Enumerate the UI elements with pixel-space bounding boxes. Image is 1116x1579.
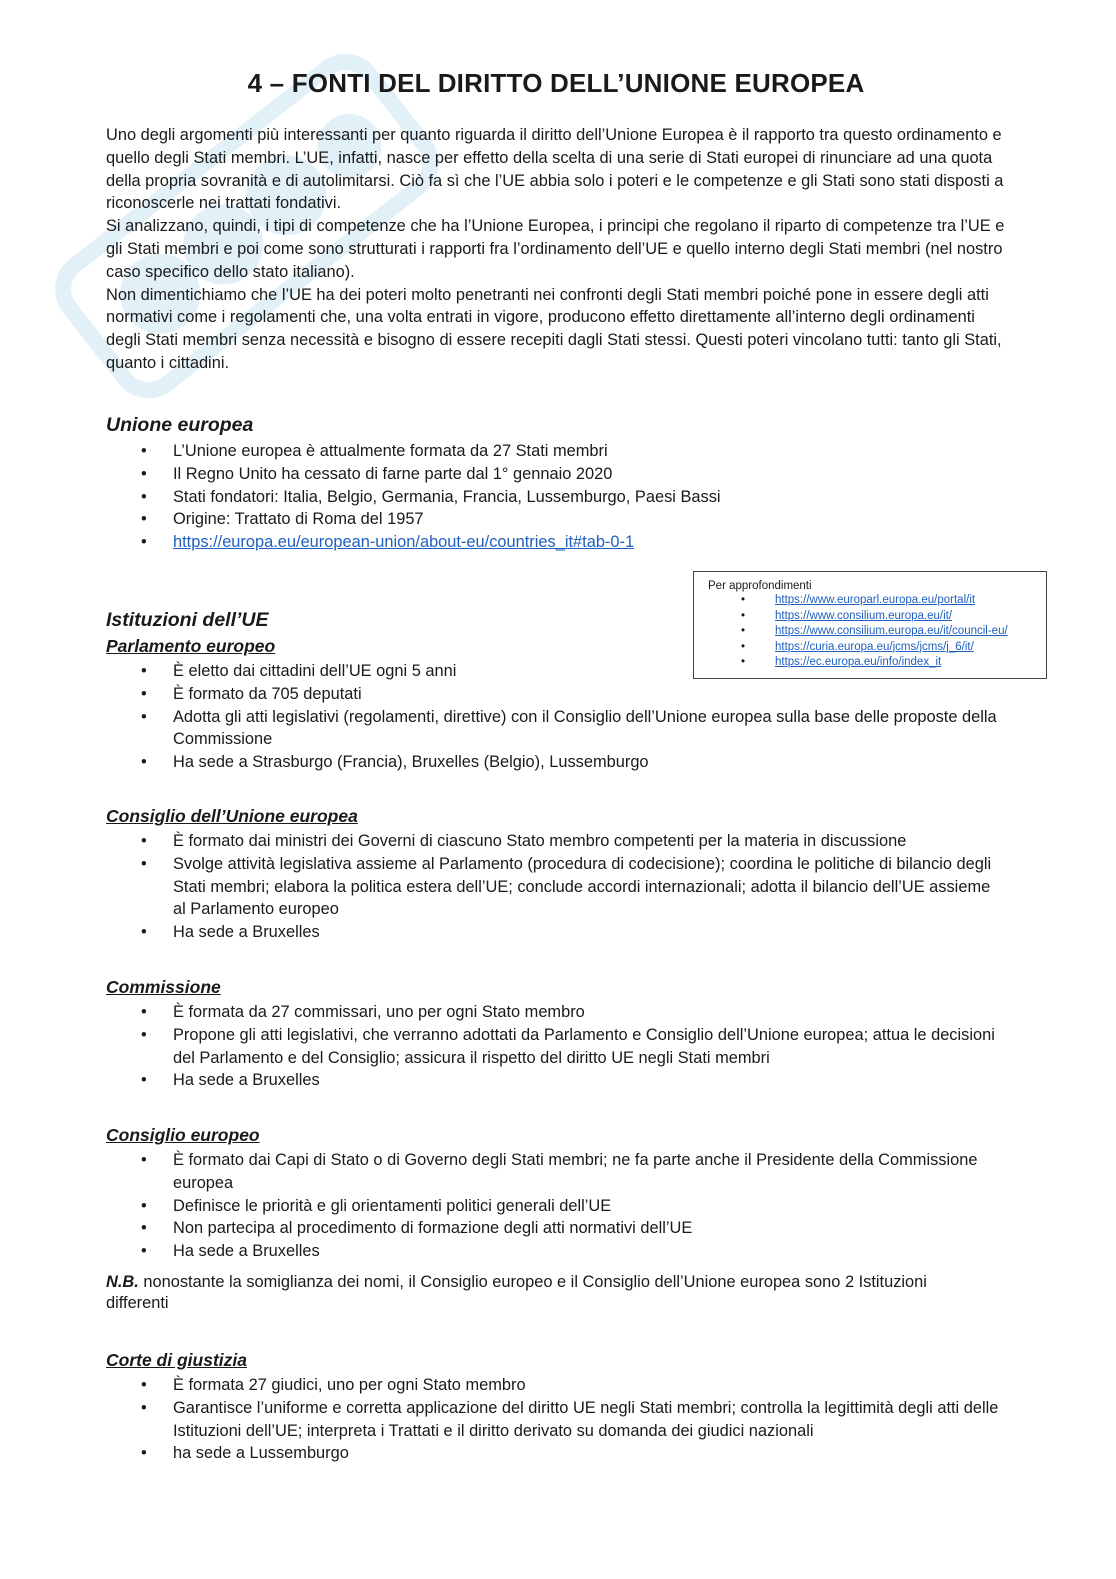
section-heading-istituzioni: Istituzioni dell’UE: [106, 609, 269, 631]
nota-bene-label: N.B.: [106, 1273, 139, 1291]
list-item: [708, 655, 1036, 671]
intro-text: [106, 124, 1006, 375]
list-item: • È formata 27 giudici, uno per ogni Stato membro: [106, 1374, 1006, 1397]
list-item: [106, 531, 1006, 554]
commission-link[interactable]: https://ec.europa.eu/info/index_it: [775, 656, 942, 669]
nota-bene-text: nonostante la somiglianza dei nomi, il Consiglio europeo e il Consiglio dell’Unione europea sono 2 Istituzioni differenti: [106, 1273, 927, 1312]
list-item: [708, 640, 1036, 656]
list-item: [708, 593, 1036, 609]
page-title: 4 – FONTI DEL DIRITTO DELL’UNIONE EUROPEA: [247, 68, 865, 98]
further-reading-box: [693, 571, 1047, 679]
section-heading-unione: Unione europea: [106, 414, 254, 436]
list-item: • Il Regno Unito ha cessato di farne parte dal 1° gennaio 2020: [106, 463, 1006, 486]
corte-list: [106, 1374, 1006, 1465]
consilium-link[interactable]: https://www.consilium.europa.eu/it/: [775, 609, 953, 622]
subheading-consiglio-ue: Consiglio dell’Unione europea: [106, 806, 358, 826]
list-item: • Ha sede a Bruxelles: [106, 1240, 1006, 1263]
list-item: • Stati fondatori: Italia, Belgio, Germania, Francia, Lussemburgo, Paesi Bassi: [106, 486, 1006, 509]
list-item: • È formato dai Capi di Stato o di Governo degli Stati membri; ne fa parte anche il Presidente della Commissione europea: [106, 1149, 1006, 1195]
list-item: • Definisce le priorità e gli orientamenti politici generali dell’UE: [106, 1195, 1006, 1218]
subheading-corte: Corte di giustizia: [106, 1350, 247, 1370]
intro-paragraph: Si analizzano, quindi, i tipi di competenze che ha l’Unione Europea, i principi che regolano il riparto di competenze tra l’UE e gli Stati membri e poi come sono strutturati i rapporti fra l’ordinamento dell’UE e quello interno degli Stati membri (nel nostro caso specifico dello stato italiano).: [106, 217, 1005, 281]
list-item: • Origine: Trattato di Roma del 1957: [106, 508, 1006, 531]
council-eu-link[interactable]: https://www.consilium.europa.eu/it/council-eu/: [775, 625, 1008, 638]
intro-paragraph: Non dimentichiamo che l’UE ha dei poteri molto penetranti nei confronti degli Stati membri poiché pone in essere degli atti normativi come i regolamenti che, una volta entrati in vigore, producono effetto direttamente all’interno degli ordinamenti degli Stati membri senza necessità e bisogno di essere recepiti dagli Stati stessi. Questi poteri vincolano tutti: tanto gli Stati, quanto i cittadini.: [106, 285, 1002, 372]
list-item: • Ha sede a Bruxelles: [106, 921, 1006, 944]
commissione-list: [106, 1001, 1006, 1092]
list-item: [708, 624, 1036, 640]
list-item: • Adotta gli atti legislativi (regolamenti, direttive) con il Consiglio dell’Unione europea sulla base delle proposte della Commissione: [106, 706, 1006, 752]
list-item: [708, 609, 1036, 625]
list-item: • È formato dai ministri dei Governi di ciascuno Stato membro competenti per la materia in discussione: [106, 830, 1006, 853]
europarl-link[interactable]: https://www.europarl.europa.eu/portal/it: [775, 594, 976, 606]
list-item: • L’Unione europea è attualmente formata da 27 Stati membri: [106, 440, 1006, 463]
list-item: • Ha sede a Strasburgo (Francia), Bruxelles (Belgio), Lussemburgo: [106, 751, 1006, 774]
list-item: • Svolge attività legislativa assieme al Parlamento (procedura di codecisione); coordina le politiche di bilancio degli Stati membri; elabora la politica estera dell’UE; conclude accordi internazionali; adotta il bilancio dell’UE assieme al Parlamento europeo: [106, 853, 1006, 921]
unione-list: [106, 440, 1006, 554]
subheading-parlamento: Parlamento europeo: [106, 636, 276, 656]
list-item: • È formata da 27 commissari, uno per ogni Stato membro: [106, 1001, 1006, 1024]
curia-link[interactable]: https://curia.europa.eu/jcms/jcms/j_6/it/: [775, 640, 974, 653]
nota-bene: [106, 1272, 986, 1314]
list-item: • Propone gli atti legislativi, che verranno adottati da Parlamento e Consiglio dell’Unione europea; attua le decisioni del Parlamento e del Consiglio; assicura il rispetto del diritto UE negli Stati membri: [106, 1024, 1006, 1070]
list-item: • Garantisce l’uniforme e corretta applicazione del diritto UE negli Stati membri; controlla la legittimità degli atti delle Istituzioni dell’UE; interpreta i Trattati e il diritto derivato su domanda dei giudici nazionali: [106, 1397, 1006, 1443]
list-item: • È formato da 705 deputati: [106, 683, 1006, 706]
list-item: • Non partecipa al procedimento di formazione degli atti normativi dell’UE: [106, 1217, 1006, 1240]
list-item: • Ha sede a Bruxelles: [106, 1069, 1006, 1092]
list-item: • ha sede a Lussemburgo: [106, 1442, 1006, 1465]
countries-link[interactable]: https://europa.eu/european-union/about-eu/countries_it#tab-0-1: [173, 533, 635, 552]
subheading-commissione: Commissione: [106, 977, 221, 997]
intro-paragraph: Uno degli argomenti più interessanti per quanto riguarda il diritto dell’Unione Europea è il rapporto tra questo ordinamento e quello degli Stati membri. L’UE, infatti, nasce per effetto della scelta di una serie di Stati europei di rinunciare ad una quota della propria sovranità e di autolimitarsi. Ciò fa sì che l’UE abbia solo i poteri e le competenze e gli Stati sono stati disposti a riconoscerle nei trattati fondativi.: [106, 126, 1004, 213]
list-item: • È eletto dai cittadini dell’UE ogni 5 anni: [106, 660, 1006, 683]
subheading-consiglio-europeo: Consiglio europeo: [106, 1125, 260, 1145]
further-reading-title: Per approfondimenti: [708, 580, 812, 592]
consiglio-ue-list: [106, 830, 1006, 944]
further-reading-list: [708, 593, 1036, 671]
consiglio-europeo-list: [106, 1149, 1006, 1263]
